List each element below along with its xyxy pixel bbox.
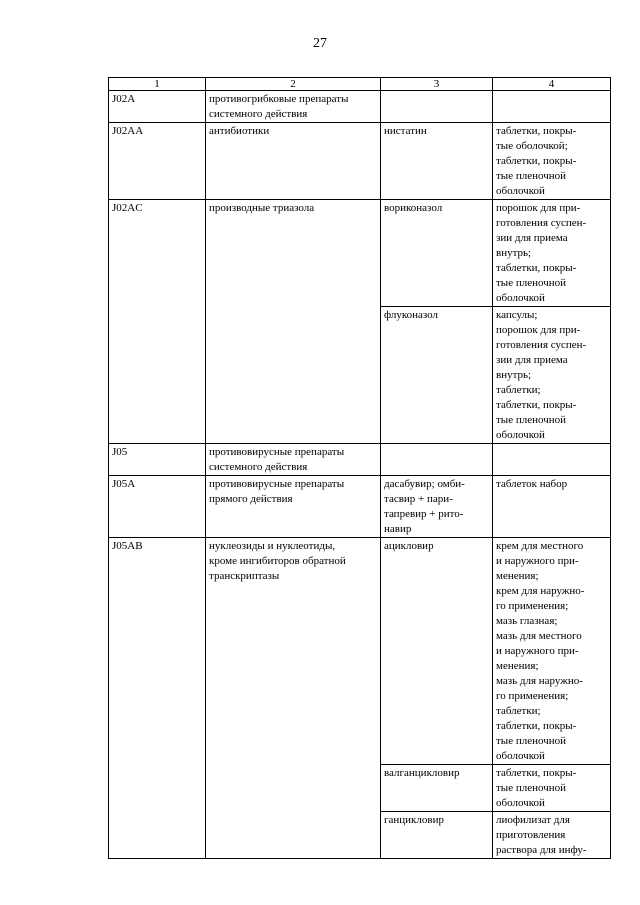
pharmacological-group-cell: антибиотики xyxy=(206,123,381,200)
atc-code-cell: J02AA xyxy=(109,123,206,200)
dosage-form-cell: крем для местного и наружного при- менения; крем для наружно- го применения; мазь глазная; мазь для местного и наружного при- менения; мазь для наружно- го применения; таблетки; таблетки, покры- тые пленочной оболочкой xyxy=(493,538,611,765)
atc-code-cell: J05A xyxy=(109,476,206,538)
drug-name-cell: дасабувир; омби- тасвир + пари- тапревир + рито- навир xyxy=(381,476,493,538)
dosage-form-cell: таблеток набор xyxy=(493,476,611,538)
table-row xyxy=(109,538,611,765)
column-number: 2 xyxy=(206,78,381,91)
drug-name-cell: ацикловир xyxy=(381,538,493,765)
dosage-form-cell: капсулы; порошок для при- готовления суспен- зии для приема внутрь; таблетки; таблетки, покры- тые пленочной оболочкой xyxy=(493,307,611,444)
drug-name-cell: ганцикловир xyxy=(381,812,493,859)
medication-table xyxy=(108,77,611,859)
atc-code-cell: J02A xyxy=(109,91,206,123)
column-number-row xyxy=(109,78,611,91)
atc-code-cell: J05AB xyxy=(109,538,206,859)
pharmacological-group-cell: противогрибковые препараты системного действия xyxy=(206,91,381,123)
dosage-form-cell: порошок для при- готовления суспен- зии для приема внутрь; таблетки, покры- тые пленочной оболочкой xyxy=(493,200,611,307)
dosage-form-cell xyxy=(493,91,611,123)
pharmacological-group-cell: нуклеозиды и нуклеотиды, кроме ингибиторов обратной транскриптазы xyxy=(206,538,381,859)
drug-name-cell: флуконазол xyxy=(381,307,493,444)
page-number: 27 xyxy=(313,36,327,51)
table-row xyxy=(109,476,611,538)
column-number: 1 xyxy=(109,78,206,91)
table-row xyxy=(109,123,611,200)
pharmacological-group-cell: противовирусные препараты системного действия xyxy=(206,444,381,476)
medication-table-body xyxy=(109,78,611,859)
table-row xyxy=(109,200,611,307)
drug-name-cell: валганцикловир xyxy=(381,765,493,812)
drug-name-cell xyxy=(381,444,493,476)
atc-code-cell: J05 xyxy=(109,444,206,476)
column-number: 4 xyxy=(493,78,611,91)
dosage-form-cell: лиофилизат для приготовления раствора для инфу- xyxy=(493,812,611,859)
column-number: 3 xyxy=(381,78,493,91)
table-row xyxy=(109,444,611,476)
pharmacological-group-cell: противовирусные препараты прямого действия xyxy=(206,476,381,538)
dosage-form-cell xyxy=(493,444,611,476)
atc-code-cell: J02AC xyxy=(109,200,206,444)
drug-name-cell xyxy=(381,91,493,123)
drug-name-cell: вориконазол xyxy=(381,200,493,307)
dosage-form-cell: таблетки, покры- тые оболочкой; таблетки, покры- тые пленочной оболочкой xyxy=(493,123,611,200)
pharmacological-group-cell: производные триазола xyxy=(206,200,381,444)
table-row xyxy=(109,91,611,123)
dosage-form-cell: таблетки, покры- тые пленочной оболочкой xyxy=(493,765,611,812)
drug-name-cell: нистатин xyxy=(381,123,493,200)
